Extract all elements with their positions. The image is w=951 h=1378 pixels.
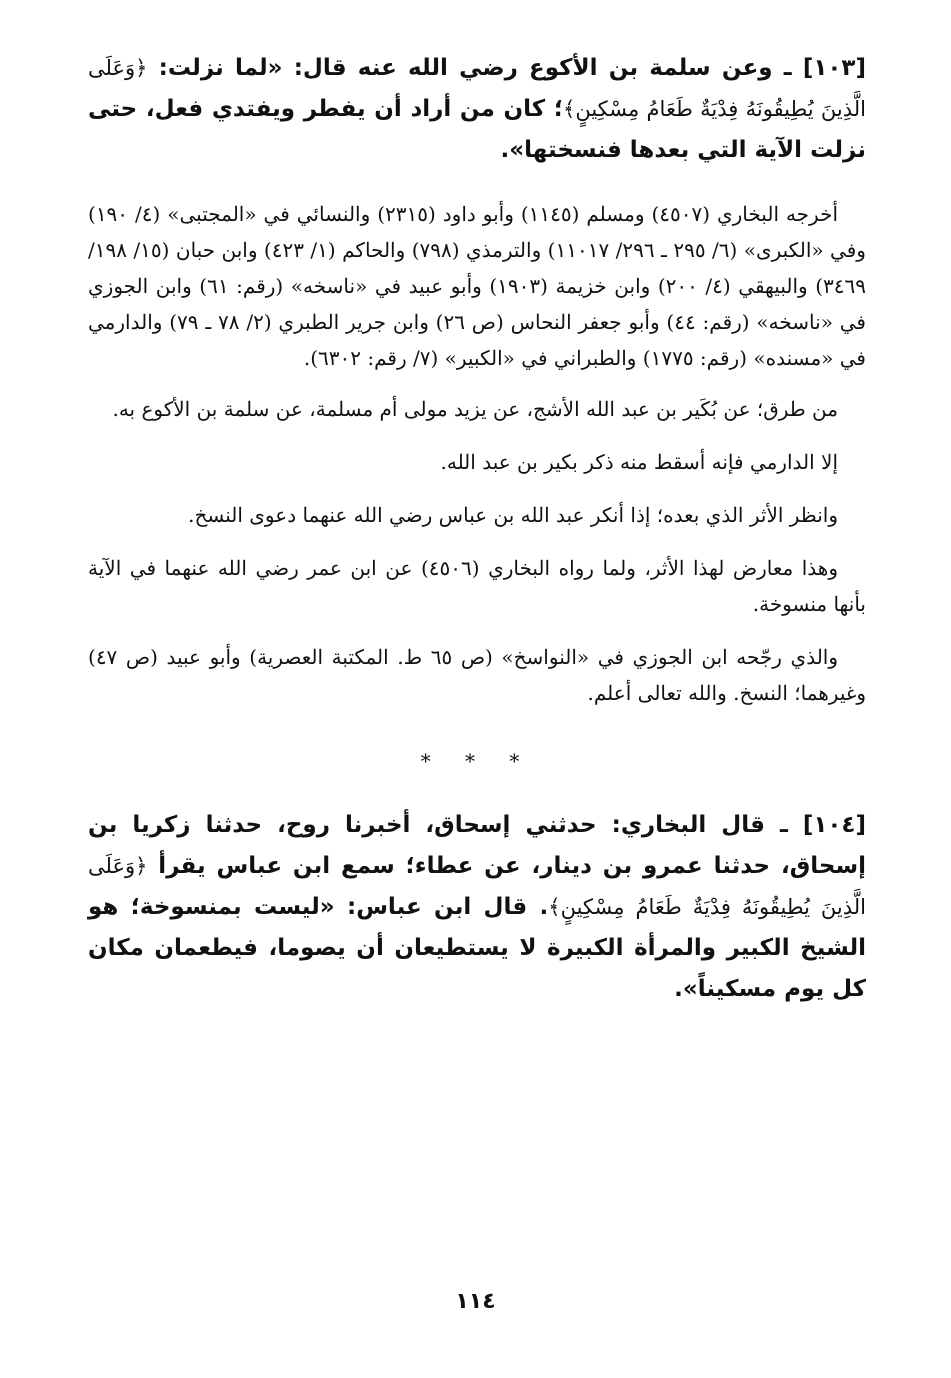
page-body [88, 48, 866, 1010]
darimi-paragraph: إلا الدارمي فإنه أسقط منه ذكر بكير بن عبد الله. [440, 450, 838, 474]
turuq-paragraph: من طرق؛ عن بُكَير بن عبد الله الأشج، عن يزيد مولى أم مسلمة، عن سلمة بن الأكوع به. [112, 397, 838, 421]
muarid-paragraph: وهذا معارض لهذا الأثر، ولما رواه البخاري (٤٥٠٦) عن ابن عمر رضي الله عنهما في الآية بأنها منسوخة. [88, 556, 866, 616]
hadith-104-number: [١٠٤] [802, 812, 866, 838]
hadith-104-quran-verse: ﴿وَعَلَى الَّذِينَ يُطِيقُونَهُ فِدْيَةٌ طَعَامُ مِسْكِينٍ﴾ [88, 854, 866, 919]
hadith-103-quran-verse: ﴿وَعَلَى الَّذِينَ يُطِيقُونَهُ فِدْيَةٌ طَعَامُ مِسْكِينٍ﴾ [88, 56, 867, 121]
takhrij-paragraph: أخرجه البخاري (٤٥٠٧) ومسلم (١١٤٥) وأبو داود (٢٣١٥) والنسائي في «المجتبى» (٤/ ١٩٠) وفي «الكبرى» (٦/ ٢٩٥ ـ ٢٩٦/ ١١٠١٧) والترمذي (٧٩٨) والحاكم (١/ ٤٢٣) وابن حبان (١٥/ ١٩٨/ ٣٤٦٩) والبيهقي (٤/ ٢٠٠) وابن خزيمة (١٩٠٣) وأبو عبيد في «ناسخه» (رقم: ٦١) وابن الجوزي في «ناسخه» (رقم: ٤٤) وأبو جعفر النحاس (ص ٢٦) وابن جرير الطبري (٢/ ٧٨ ـ ٧٩) والدارمي في «مسنده» (رقم: ١٧٧٥) والطبراني في «الكبير» (٧/ رقم: ٦٣٠٢). [88, 202, 866, 370]
hadith-104-text-after: . قال ابن عباس: «ليست بمنسوخة؛ هو الشيخ الكبير والمرأة الكبيرة لا يستطيعان أن يصوما، فيطعمان مكان كل يوم مسكيناً». [88, 894, 866, 1002]
hadith-103 [88, 48, 866, 171]
unzur-paragraph: وانظر الأثر الذي بعده؛ إذا أنكر عبد الله بن عباس رضي الله عنهما دعوى النسخ. [188, 503, 838, 527]
section-separator: * * * [420, 749, 534, 773]
rajjah-paragraph: والذي رجّحه ابن الجوزي في «النواسخ» (ص ٦٥ ط. المكتبة العصرية) وأبو عبيد (ص ٤٧) وغيرهما؛ النسخ. والله تعالى أعلم. [88, 645, 866, 705]
hadith-103-number: [١٠٣] [802, 55, 866, 81]
hadith-103-text-before: ـ وعن سلمة بن الأكوع رضي الله عنه قال: «لما نزلت: [147, 55, 803, 81]
page-number: ١١٤ [455, 1289, 496, 1314]
hadith-104 [88, 805, 866, 1010]
hadith-104-text-before: ـ قال البخاري: حدثني إسحاق، أخبرنا روح، حدثنا زكريا بن إسحاق، حدثنا عمرو بن دينار، عن عطاء؛ سمع ابن عباس يقرأ [88, 812, 866, 879]
hadith-103-text-after: ؛ كان من أراد أن يفطر ويفتدي فعل، حتى نزلت الآية التي بعدها فنسختها». [88, 96, 866, 163]
